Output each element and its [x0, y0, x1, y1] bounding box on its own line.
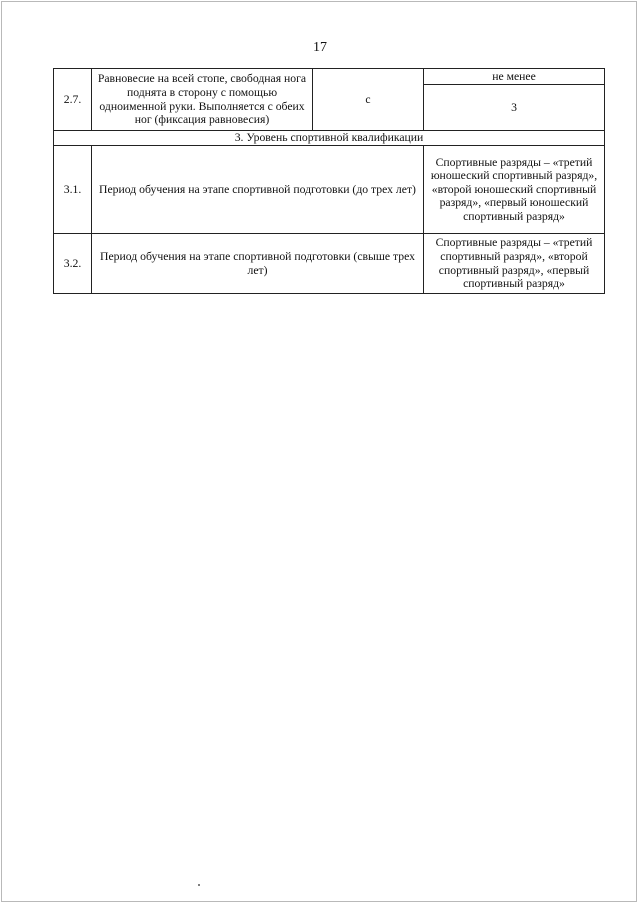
training-period: Период обучения на этапе спортивной подготовки (свыше трех лет)	[92, 234, 424, 294]
table-row	[54, 146, 605, 234]
norm-header: не менее	[424, 69, 605, 85]
page-number: 17	[313, 40, 327, 55]
table-row	[54, 69, 605, 85]
scan-speck	[198, 884, 200, 886]
section-title: 3. Уровень спортивной квалификации	[54, 131, 605, 146]
table-row	[54, 234, 605, 294]
standards-table	[53, 68, 605, 294]
sport-ranks: Спортивные разряды – «третий юношеский спортивный разряд», «второй юношеский спортивный разряд», «первый юношеский спортивный разряд»	[424, 146, 605, 234]
row-number: 3.2.	[54, 234, 92, 294]
unit-cell: с	[313, 69, 424, 131]
exercise-description: Равновесие на всей стопе, свободная нога поднята в сторону с помощью одноименной руки. Выполняется с обеих ног (фиксация равновесия)	[92, 69, 313, 131]
row-number: 3.1.	[54, 146, 92, 234]
section-header-row	[54, 131, 605, 146]
norm-value: 3	[424, 85, 605, 131]
sport-ranks: Спортивные разряды – «третий спортивный разряд», «второй спортивный разряд», «первый спортивный разряд»	[424, 234, 605, 294]
training-period: Период обучения на этапе спортивной подготовки (до трех лет)	[92, 146, 424, 234]
row-number: 2.7.	[54, 69, 92, 131]
